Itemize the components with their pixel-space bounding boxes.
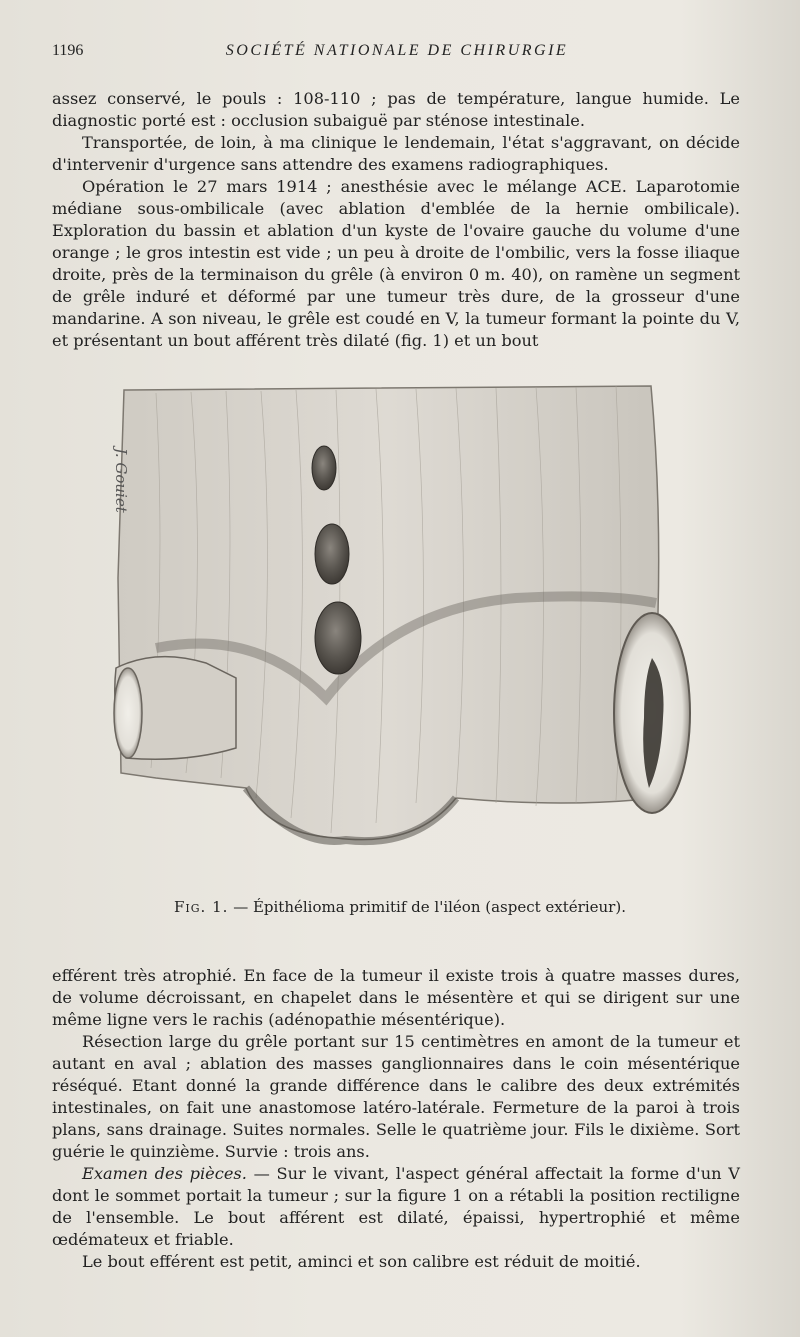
italic-heading: Examen des pièces.	[82, 1164, 247, 1183]
page-header	[52, 42, 742, 66]
figure-caption	[0, 898, 800, 916]
paragraph: Résection large du grêle portant sur 15 centimètres en amont de la tumeur et autant en aval ; ablation des masses ganglionnaires dans le coin mésentérique réséqué. Etant donné la grande différence dans le calibre des deux extrémités intestinales, on fait une anastomose latéro-latérale. Fermeture de la paroi à trois plans, sans drainage. Suites normales. Selle le quatrième jour. Fils le dixième. Sort guérie le quinzième. Survie : trois ans.	[52, 1032, 740, 1161]
intestine-illustration	[96, 378, 706, 868]
page-number: 1196	[52, 42, 84, 59]
paragraph-text: — Sur le vivant, l'aspect général affectait la forme d'un V dont le sommet portait la tumeur ; sur la figure 1 on a rétabli la position rectiligne de l'ensemble. Le bout afférent est dilaté, épaissi, hypertrophié et même œdémateux et friable.	[52, 1164, 740, 1249]
caption-label: Fig. 1.	[174, 898, 229, 916]
figure-illustration	[96, 378, 706, 868]
paragraph: Opération le 27 mars 1914 ; anesthésie avec le mélange ACE. Laparotomie médiane sous-ombilicale (avec ablation d'emblée de la hernie ombilicale). Exploration du bassin et ablation d'un kyste de l'ovaire gauche du volume d'une orange ; le gros intestin est vide ; un peu à droite de l'ombilic, vers la fosse iliaque droite, près de la terminaison du grêle (à environ 0 m. 40), on ramène un segment de grêle induré et déformé par une tumeur très dure, de la grosseur d'une mandarine. A son niveau, le grêle est coudé en V, la tumeur formant la pointe du V, et présentant un bout afférent très dilaté (fig. 1) et un bout	[52, 177, 740, 350]
paragraph: efférent très atrophié. En face de la tumeur il existe trois à quatre masses dures, de volume décroissant, en chapelet dans le mésentère et qui se dirigent sur une même ligne vers le rachis (adénopathie mésentérique).	[52, 966, 740, 1029]
caption-text: — Épithélioma primitif de l'iléon (aspect extérieur).	[233, 898, 626, 916]
paragraph: Le bout efférent est petit, aminci et son calibre est réduit de moitié.	[82, 1252, 641, 1271]
text-block-top	[52, 88, 740, 352]
paragraph	[52, 1163, 740, 1251]
text-block-bottom	[52, 965, 740, 1273]
paragraph: assez conservé, le pouls : 108-110 ; pas de température, langue humide. Le diagnostic porté est : occlusion subaiguë par sténose intestinale.	[52, 89, 740, 130]
running-title: SOCIÉTÉ NATIONALE DE CHIRURGIE	[225, 42, 569, 59]
paragraph: Transportée, de loin, à ma clinique le lendemain, l'état s'aggravant, on décide d'intervenir d'urgence sans attendre des examens radiographiques.	[52, 133, 740, 174]
artist-signature: J. Gouiet	[112, 448, 130, 513]
